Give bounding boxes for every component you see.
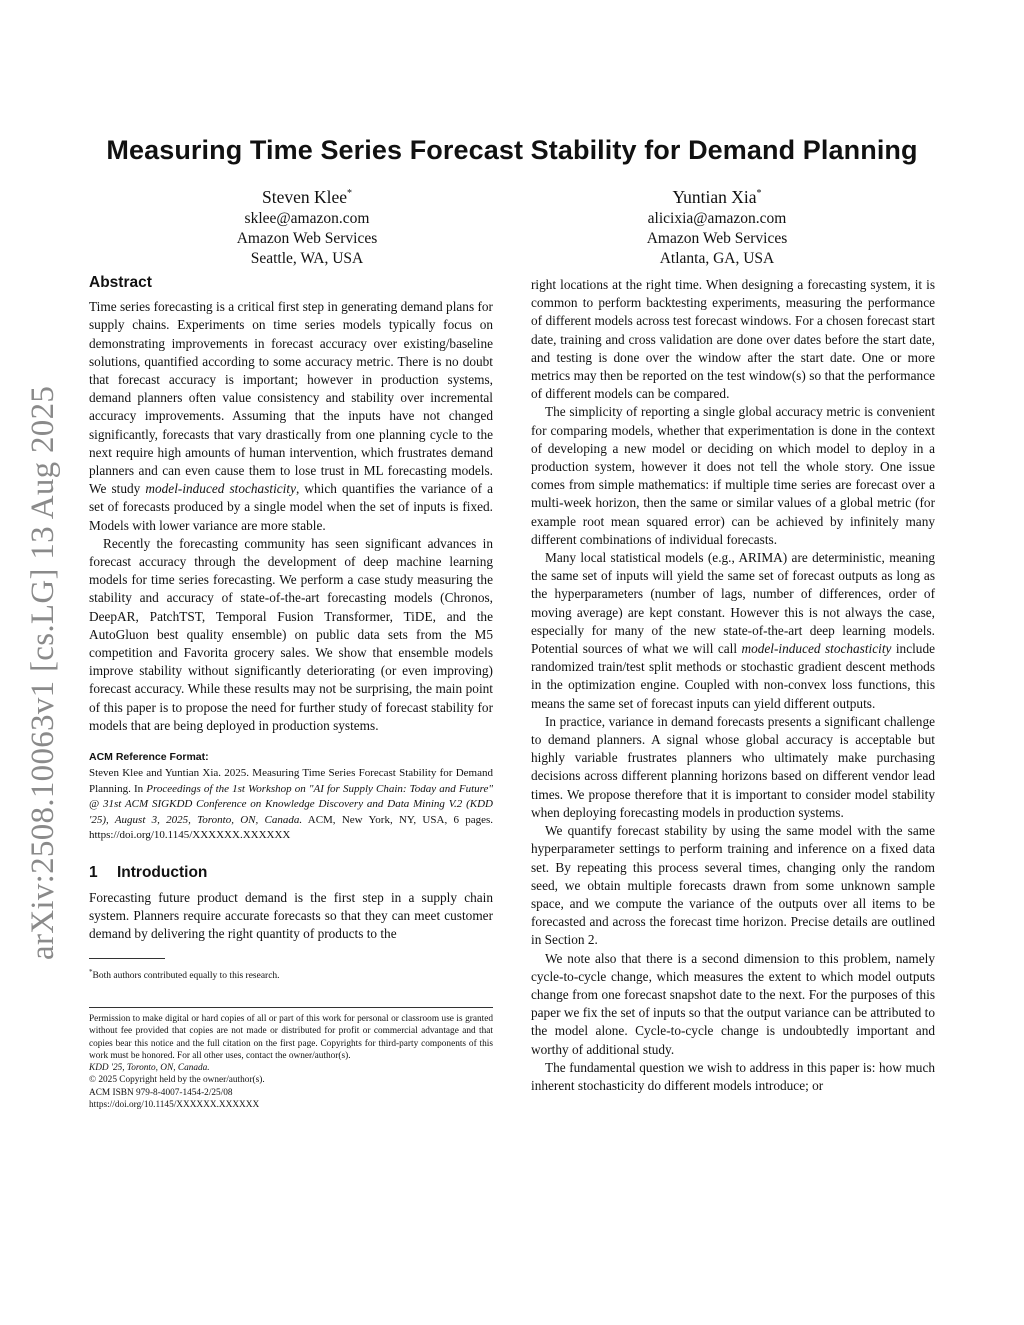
author-block-1 <box>157 182 457 269</box>
intro-paragraph: Forecasting future product demand is the first step in a supply chain system. Planners require accurate forecasts so that they can meet customer demand by delivering the right quantity of products to the <box>89 889 493 942</box>
section-heading-introduction: 1 Introduction <box>89 863 208 881</box>
permission-text: Permission to make digital or hard copies of all or part of this work for personal or classroom use is granted without fee provided that copies are not made or distributed for profit or commercial advantage and that copies bear this notice and the full citation on the first page. Copyrights for third-party components of this work must be honored. For all other uses, contact the owner/author(s). <box>89 1013 493 1061</box>
footnote-divider <box>89 958 165 959</box>
author-affiliation: Amazon Web Services <box>646 229 788 247</box>
right-column <box>531 276 935 1095</box>
author-email[interactable]: sklee@amazon.com <box>244 209 370 227</box>
isbn-line: ACM ISBN 979-8-4007-1454-2/25/08 <box>89 1087 233 1098</box>
author-email[interactable]: alicixia@amazon.com <box>647 209 787 227</box>
arxiv-identifier: arXiv:2508.10063v1 [cs.LG] 13 Aug 2025 <box>25 385 61 960</box>
intro-paragraph: We quantify forecast stability by using the same model with the same hyperparameter settings to perform training and inference on a fixed data set. By repeating this process several times, changing only the random seed, we obtain multiple forecasts drawn from some unknown sample space, and we compute the variance of the outputs over all items to be forecasted and across the forecast time horizon. Precise details are outlined in Section 2. <box>531 823 935 948</box>
author-footnote-mark: * <box>347 188 353 199</box>
paper-title: Measuring Time Series Forecast Stability for Demand Planning <box>106 135 918 165</box>
venue-line: KDD '25, Toronto, ON, Canada. <box>89 1063 210 1074</box>
copyright-line: © 2025 Copyright held by the owner/author(s). <box>89 1075 265 1086</box>
left-column <box>89 274 493 1111</box>
intro-paragraph: The fundamental question we wish to address in this paper is: how much inherent stochasticity do different models introduce; or <box>531 1059 935 1093</box>
permission-block <box>89 1013 493 1111</box>
author-block-2 <box>567 182 867 269</box>
author-location: Atlanta, GA, USA <box>659 249 775 267</box>
author-location: Seattle, WA, USA <box>250 249 364 267</box>
intro-paragraph: The simplicity of reporting a single global accuracy metric is convenient for comparing models, whether that experimentation is done in the context of developing a new model or deciding on which model to deploy in a production system, however it does not tell the whole story. One issue comes from simple mathematics: if multiple time series are forecast over a multi-week horizon, then the same or similar values of a global metric (for example root mean squared error) can be achieved by infinitely many different combinations of individual forecasts. <box>531 404 935 547</box>
acm-reference-text: Steven Klee and Yuntian Xia. 2025. Measuring Time Series Forecast Stability for Demand Planning. In Proceedings of the 1st Workshop on "AI for Supply Chain: Today and Future" @ 31st ACM SIGKDD Conference on Knowledge Discovery and Data Mining V.2 (KDD '25), August 3, 2025, Toronto, ON, Canada. ACM, New York, NY, USA, 6 pages. https://doi.org/10.1145/XXXXXX.XXXXXX <box>89 767 494 842</box>
intro-paragraph: Many local statistical models (e.g., ARIMA) are deterministic, meaning the same set of inputs will yield the same set of forecast outputs as long as the hyperparameters (number of lags, number of differences, order of moving average) are kept constant. However this is not always the case, especially for many of the new state-of-the-art deep learning models. Potential sources of what we will call model-induced stochasticity include randomized train/test split methods or stochastic gradient descent methods in the optimization engine. Coupled with non-convex loss functions, this means the same set of forecast inputs can yield different outputs. <box>531 550 935 711</box>
author-footnote-mark: * <box>756 188 762 199</box>
intro-paragraph: We note also that there is a second dimension to this problem, namely cycle-to-cycle change, which measures the extent to which model outputs change from one forecast snapshot date to the next. For the purposes of this paper we fix the set of inputs so that the output variance can be attributed to the model alone. Cycle-to-cycle change is undoubtedly important and worthy of additional study. <box>531 950 935 1057</box>
intro-paragraph: In practice, variance in demand forecasts presents a significant challenge to demand planners. A signal whose global accuracy is acceptable but highly variable frustrates planners who ultimately make purchasing decisions across different planning horizons based on different vendor lead times. We propose therefore that it is important to consider model stability when deploying forecasting models in production systems. <box>531 713 935 820</box>
author-name: Yuntian Xia* <box>672 186 762 207</box>
author-name: Steven Klee* <box>261 186 353 207</box>
footnote: *Both authors contributed equally to this research. <box>89 967 280 981</box>
intro-paragraph: right locations at the right time. When designing a forecasting system, it is common to perform backtesting experiments, measuring the performance of different models across test forecast windows. For a chosen forecast start date, training and cross validation are done over dates before the start date, and testing is done over the window after the start date. One or more metrics may then be reported on the test window(s) so that the performance of different models can be compared. <box>531 277 935 402</box>
abstract-heading: Abstract <box>89 274 152 291</box>
author-affiliation: Amazon Web Services <box>236 229 378 247</box>
permission-divider <box>89 1007 493 1008</box>
abstract-paragraph: Recently the forecasting community has seen significant advances in forecast accuracy through the development of deep machine learning models for time series forecasting. We perform a case study measuring the stability and accuracy of state-of-the-art forecasting models (Chronos, DeepAR, PatchTST, Temporal Fusion Transformer, TiDE, and the AutoGluon best quality ensemble) on public data sets from the M5 competition and Favorita grocery sales. We show that ensemble models improve stability without significantly deteriorating (or even improving) forecast accuracy. While these results may not be surprising, the main point of this paper is to propose the need for further study of forecast stability for models that are being deployed in production systems. <box>89 535 493 733</box>
acm-reference-heading: ACM Reference Format: <box>89 751 209 764</box>
doi-link[interactable]: https://doi.org/10.1145/XXXXXX.XXXXXX <box>89 1100 260 1111</box>
abstract-paragraph: Time series forecasting is a critical first step in generating demand plans for supply chains. Experiments on time series models typically focus on demonstrating improvements in forecast accuracy over existing/baseline solutions, quantified according to some accuracy metric. There is no doubt that forecast accuracy is important; however in production systems, demand planners often value consistency and stability over incremental accuracy improvements. Assuming that the inputs have not changed significantly, forecasts that vary drastically from one planning cycle to the next require high amounts of human intervention, which frustrates demand planners and can even cause them to lose trust in ML forecasting models. We study model-induced stochasticity, which quantifies the variance of a set of forecasts produced by a single model when the set of inputs is fixed. Models with lower variance are more stable. <box>89 299 494 533</box>
